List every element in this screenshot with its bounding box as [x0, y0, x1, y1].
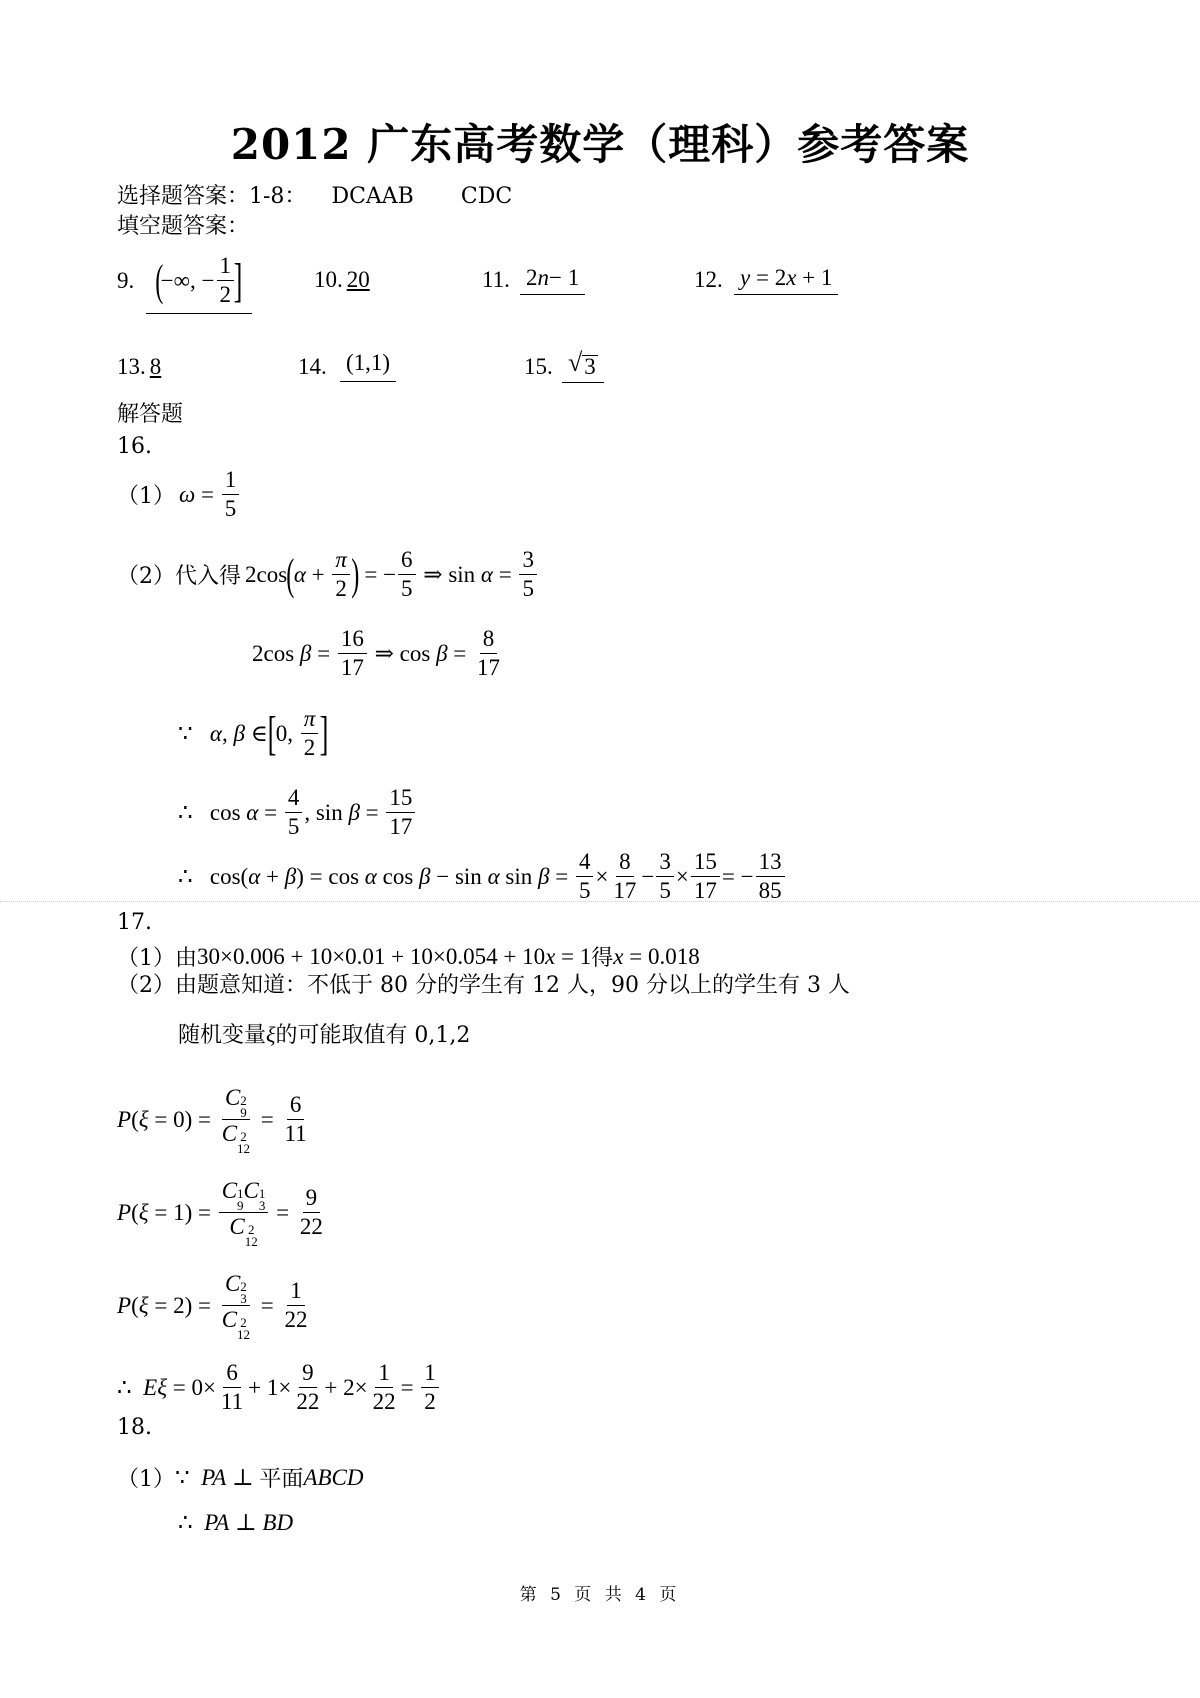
fill-q12-number: 12. [694, 267, 723, 292]
q17-number: 17. [117, 910, 152, 935]
choice-label: 选择题答案：1-8： [117, 184, 307, 209]
fill-q14-answer: (1,1) [340, 350, 396, 382]
q17-part2: （2）由题意知道：不低于 80 分的学生有 12 人，90 分以上的学生有 3 人 [117, 973, 850, 998]
q16-number: 16. [117, 434, 152, 459]
q16-part2-line2: 2cos β = $\frac{16}{17}$ ⇒ cos β = $\frac{8}{17}$ [252, 626, 501, 680]
fill-label: 填空题答案： [117, 214, 250, 239]
fill-q15-number: 15. [524, 354, 553, 379]
q16-part1: （1） ω = $\frac{1}{5}$ [117, 466, 241, 523]
q17-expectation: ∴ Eξ = 0× $\frac{6}{11}$ + 1× $\frac{9}{22}$ + 2× $\frac{1}{22}$ = $\frac{1}{2}$ [117, 1359, 441, 1416]
q16-therefore-line2: ∴ cos( α + β ) = cos α cos β − sin α sin β = $\frac{4}{5}$ × $\frac{8}{17}$ − $\frac{3}{5}$ × $\frac{15}{17}$ = − $\frac{13}{85}$ [178, 848, 787, 905]
q18-part1-line1: （1） ∵ PA ⊥ 平面 ABCD [117, 1464, 364, 1492]
choice-answer-2: CDC [460, 184, 513, 209]
q16-part2-line1: （2） 代入得 2cos ( α + $\frac{\pi}{2}$ ) = − $\frac{6}{5}$ ⇒ sin α = $\frac{3}{5}$ [117, 546, 539, 603]
choice-answers [117, 184, 512, 210]
q17-prob-1: P ( ξ = 1) = C 1 9 C 1 3 C 2 12 = $\frac{9}{22}$ [117, 1178, 323, 1249]
fill-q11-answer: 2 n − 1 [520, 265, 585, 295]
page-title: 2012 广东高考数学（理科）参考答案 [230, 120, 970, 169]
fill-q10: 10. 20 [314, 267, 370, 292]
section-jieda: 解答题 [117, 402, 184, 427]
fill-q10-answer: 20 [346, 267, 370, 292]
page-break-divider [0, 901, 1200, 902]
fill-q12-answer: y = 2 x + 1 [734, 265, 838, 295]
fill-q9-answer: ( −∞, − $\frac{1}{2}$ ] [146, 252, 252, 314]
q18-number: 18. [117, 1415, 152, 1440]
fill-q9-number: 9. [117, 268, 135, 293]
fill-q14-number: 14. [298, 354, 327, 379]
choice-answer-1: DCAAB [331, 184, 414, 209]
q17-prob-0: P ( ξ = 0) = C 2 9 C 2 12 = $\frac{6}{11}$ [117, 1085, 307, 1156]
page-footer: 第 5 页 共 4 页 [519, 1585, 681, 1605]
q18-part1-line2: ∴ PA ⊥ BD [178, 1510, 294, 1535]
fill-q13-answer: 8 [149, 354, 162, 379]
fill-q15-answer: √ 3 [562, 348, 604, 383]
q17-prob-2: P ( ξ = 2) = C 2 3 C 2 12 = $\frac{1}{22}$ [117, 1271, 308, 1342]
q17-random-variable: 随机变量ξ的可能取值有 0,1,2 [178, 1022, 471, 1048]
q16-because-line: ∵ α , β ∈ [ 0, $\frac{\pi}{2}$ ] [178, 706, 329, 760]
fill-q13: 13. 8 [117, 354, 162, 379]
q16-therefore-line1: ∴ cos α = $\frac{4}{5}$ , sin β = $\frac{15}{17}$ [178, 784, 417, 841]
q17-part1: （1）由 30×0.006 + 10×0.01 + 10×0.054 + 10 x = 1 得 x = 0.018 [117, 943, 700, 971]
fill-q11-number: 11. [482, 267, 510, 292]
